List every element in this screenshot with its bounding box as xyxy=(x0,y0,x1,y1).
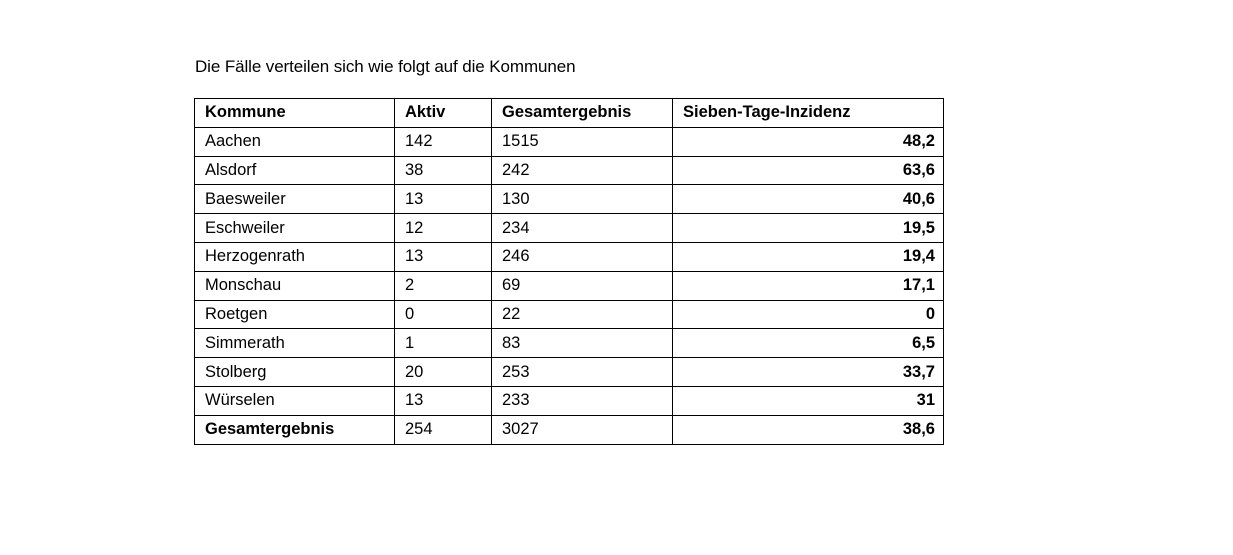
cell-aktiv: 13 xyxy=(395,185,492,214)
cell-kommune: Alsdorf xyxy=(195,156,395,185)
total-label: Gesamtergebnis xyxy=(195,415,395,444)
cell-kommune: Herzogenrath xyxy=(195,242,395,271)
cell-gesamtergebnis: 1515 xyxy=(492,127,673,156)
cell-gesamtergebnis: 233 xyxy=(492,386,673,415)
cell-aktiv: 13 xyxy=(395,386,492,415)
header-sieben-tage-inzidenz: Sieben-Tage-Inzidenz xyxy=(673,99,944,128)
table-row xyxy=(195,127,944,156)
cell-aktiv: 2 xyxy=(395,271,492,300)
cell-inzidenz: 17,1 xyxy=(673,271,944,300)
header-gesamtergebnis: Gesamtergebnis xyxy=(492,99,673,128)
cell-kommune: Würselen xyxy=(195,386,395,415)
cell-inzidenz: 19,5 xyxy=(673,214,944,243)
cell-gesamtergebnis: 246 xyxy=(492,242,673,271)
total-gesamtergebnis: 3027 xyxy=(492,415,673,444)
cell-aktiv: 13 xyxy=(395,242,492,271)
cell-gesamtergebnis: 234 xyxy=(492,214,673,243)
cell-kommune: Simmerath xyxy=(195,329,395,358)
table-row xyxy=(195,214,944,243)
table-row xyxy=(195,329,944,358)
cell-inzidenz: 31 xyxy=(673,386,944,415)
total-inzidenz: 38,6 xyxy=(673,415,944,444)
cell-inzidenz: 6,5 xyxy=(673,329,944,358)
cell-gesamtergebnis: 253 xyxy=(492,358,673,387)
cell-aktiv: 20 xyxy=(395,358,492,387)
table-total-row xyxy=(195,415,944,444)
cell-kommune: Aachen xyxy=(195,127,395,156)
cell-kommune: Baesweiler xyxy=(195,185,395,214)
table-row xyxy=(195,300,944,329)
table-row xyxy=(195,156,944,185)
cell-gesamtergebnis: 69 xyxy=(492,271,673,300)
cell-inzidenz: 33,7 xyxy=(673,358,944,387)
table-row xyxy=(195,185,944,214)
cell-aktiv: 1 xyxy=(395,329,492,358)
total-aktiv: 254 xyxy=(395,415,492,444)
cell-gesamtergebnis: 130 xyxy=(492,185,673,214)
cell-kommune: Roetgen xyxy=(195,300,395,329)
table-row xyxy=(195,358,944,387)
table-header-row xyxy=(195,99,944,128)
cell-kommune: Stolberg xyxy=(195,358,395,387)
table-row xyxy=(195,386,944,415)
table-row xyxy=(195,242,944,271)
cell-aktiv: 12 xyxy=(395,214,492,243)
cell-inzidenz: 48,2 xyxy=(673,127,944,156)
cell-gesamtergebnis: 83 xyxy=(492,329,673,358)
cell-inzidenz: 19,4 xyxy=(673,242,944,271)
header-kommune: Kommune xyxy=(195,99,395,128)
cell-kommune: Eschweiler xyxy=(195,214,395,243)
table-row xyxy=(195,271,944,300)
cell-inzidenz: 0 xyxy=(673,300,944,329)
header-aktiv: Aktiv xyxy=(395,99,492,128)
cell-inzidenz: 40,6 xyxy=(673,185,944,214)
intro-text: Die Fälle verteilen sich wie folgt auf die Kommunen xyxy=(195,57,576,76)
cell-aktiv: 38 xyxy=(395,156,492,185)
cell-inzidenz: 63,6 xyxy=(673,156,944,185)
cell-gesamtergebnis: 242 xyxy=(492,156,673,185)
cell-gesamtergebnis: 22 xyxy=(492,300,673,329)
cell-aktiv: 142 xyxy=(395,127,492,156)
cell-kommune: Monschau xyxy=(195,271,395,300)
cell-aktiv: 0 xyxy=(395,300,492,329)
municipality-cases-table xyxy=(194,98,944,445)
